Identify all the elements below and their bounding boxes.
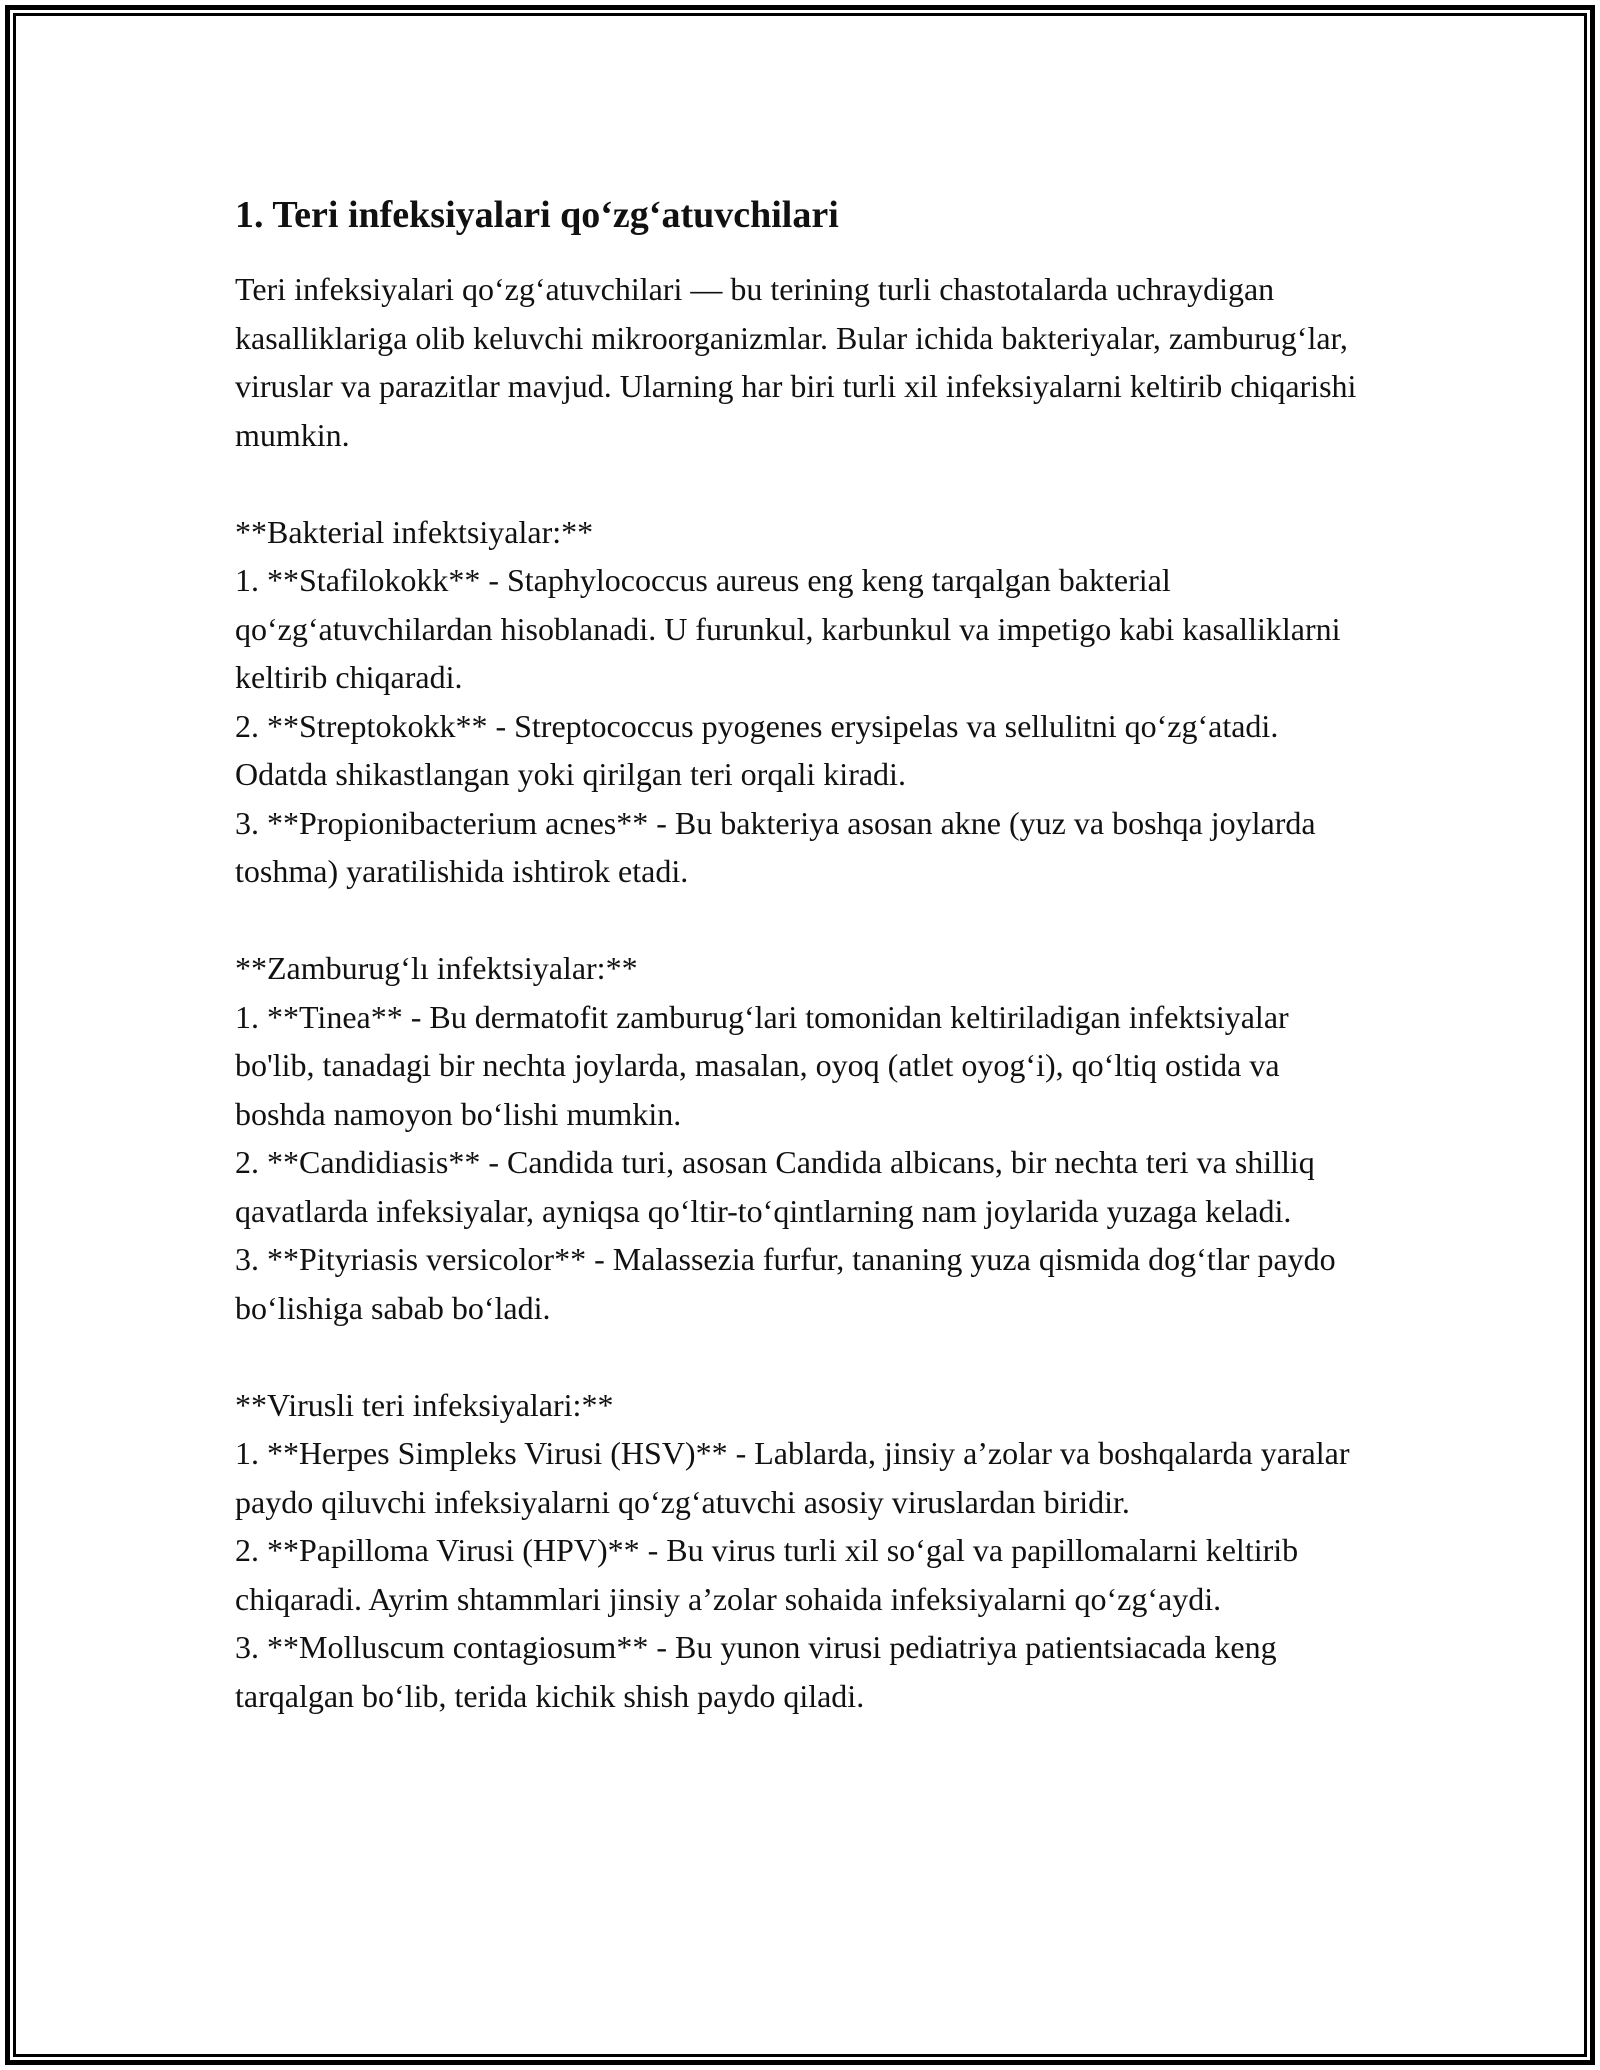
fungal-item-2: 2. **Candidiasis** - Candida turi, asosan Candida albicans, bir nechta teri va shilliq qavatlarda infeksiyalar, ayniqsa qo‘ltir-to‘qintlarning nam joylarida yuzaga keladi. [235, 1144, 1315, 1229]
viral-item-1: 1. **Herpes Simpleks Virusi (HSV)** - Lablarda, jinsiy a’zolar va boshqalarda yaralar paydo qiluvchi infeksiyalarni qo‘zg‘atuvchi asosiy viruslardan biridir. [235, 1435, 1350, 1520]
viral-item-3: 3. **Molluscum contagiosum** - Bu yunon virusi pediatriya patientsiacada keng tarqalgan bo‘lib, terida kichik shish paydo qiladi. [235, 1629, 1277, 1714]
bacterial-section [235, 508, 1365, 896]
document-body [235, 185, 1365, 1720]
viral-item-2: 2. **Papilloma Virusi (HPV)** - Bu virus turli xil so‘gal va papillomalarni keltirib chiqaradi. Ayrim shtammlari jinsiy a’zolar sohaida infeksiyalarni qo‘zg‘aydi. [235, 1532, 1299, 1617]
fungal-item-1: 1. **Tinea** - Bu dermatofit zamburug‘lari tomonidan keltiriladigan infektsiyalar bo'lib, tanadagi bir nechta joylarda, masalan, oyoq (atlet oyog‘i), qo‘ltiq ostida va boshda namoyon bo‘lishi mumkin. [235, 998, 1289, 1132]
intro-paragraph: Teri infeksiyalari qo‘zg‘atuvchilari — bu terining turli chastotalarda uchraydigan kasalliklariga olib keluvchi mikroorganizmlar. Bular ichida bakteriyalar, zamburug‘lar, viruslar va parazitlar mavjud. Ularning har biri turli xil infeksiyalarni keltirib chiqarishi mumkin. [235, 271, 1357, 453]
section-heading: 1. Teri infeksiyalari qo‘zg‘atuvchilari [235, 194, 839, 236]
fungal-item-3: 3. **Pityriasis versicolor** - Malassezia furfur, tananing yuza qismida dog‘tlar paydo bo‘lishiga sabab bo‘ladi. [235, 1241, 1336, 1326]
fungal-section-title: **Zamburug‘lı infektsiyalar:** [235, 950, 638, 986]
bacterial-item-3: 3. **Propionibacterium acnes** - Bu bakteriya asosan akne (yuz va boshqa joylarda toshma) yaratilishida ishtirok etadi. [235, 804, 1316, 889]
bacterial-item-1: 1. **Stafilokokk** - Staphylococcus aureus eng keng tarqalgan bakterial qo‘zg‘atuvchilardan hisoblanadi. U furunkul, karbunkul va impetigo kabi kasalliklarni keltirib chiqaradi. [235, 562, 1341, 695]
fungal-section [235, 944, 1365, 1332]
paragraph-spacer [235, 1332, 1365, 1381]
bacterial-section-title: **Bakterial infektsiyalar:** [235, 513, 594, 550]
viral-section-title: **Virusli teri infeksiyalari:** [235, 1386, 614, 1423]
bacterial-item-2: 2. **Streptokokk** - Streptococcus pyogenes erysipelas va sellulitni qo‘zg‘atadi. Odatda shikastlangan yoki qirilgan teri orqali kiradi. [235, 707, 1279, 792]
paragraph-spacer [235, 459, 1365, 508]
viral-section [235, 1381, 1365, 1721]
paragraph-spacer [235, 896, 1365, 945]
